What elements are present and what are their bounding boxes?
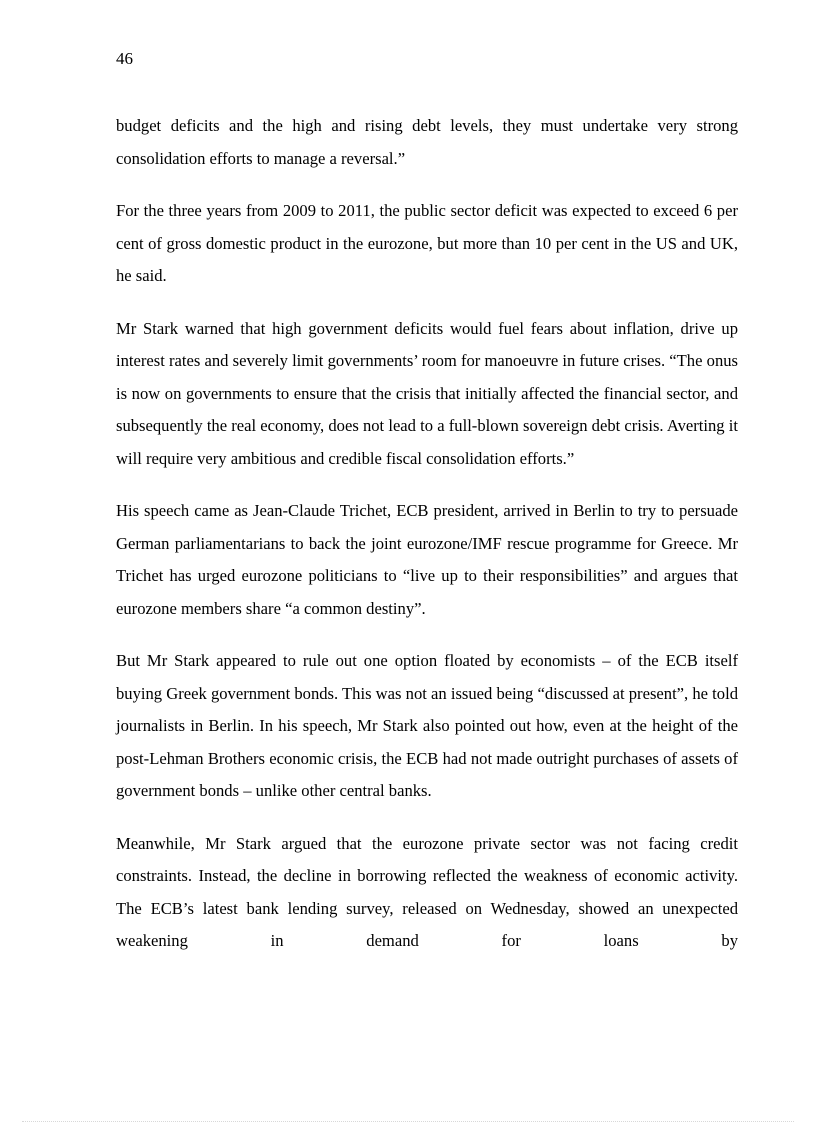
- paragraph-4: His speech came as Jean-Claude Trichet, ECB president, arrived in Berlin to try to persuade German parliamentarians to back the joint eurozone/IMF rescue programme for Greece. Mr Trichet has urged eurozone politicians to “live up to their responsibilities” and argues that eurozone members share “a common destiny”.: [116, 501, 738, 618]
- article-body: [116, 110, 738, 958]
- page-bottom-divider: [22, 1121, 794, 1122]
- paragraph-2: For the three years from 2009 to 2011, the public sector deficit was expected to exceed 6 per cent of gross domestic product in the eurozone, but more than 10 per cent in the US and UK, he said.: [116, 201, 738, 285]
- paragraph-5: But Mr Stark appeared to rule out one option floated by economists – of the ECB itself buying Greek government bonds. This was not an issued being “discussed at present”, he told journalists in Berlin. In his speech, Mr Stark also pointed out how, even at the height of the post-Lehman Brothers economic crisis, the ECB had not made outright purchases of assets of government bonds – unlike other central banks.: [116, 651, 738, 800]
- paragraph-3: Mr Stark warned that high government deficits would fuel fears about inflation, drive up interest rates and severely limit governments’ room for manoeuvre in future crises. “The onus is now on governments to ensure that the crisis that initially affected the financial sector, and subsequently the real economy, does not lead to a full-blown sovereign debt crisis. Averting it will require very ambitious and credible fiscal consolidation efforts.”: [116, 318, 738, 468]
- paragraph-1: budget deficits and the high and rising debt levels, they must undertake very strong consolidation efforts to manage a reversal.”: [116, 116, 738, 168]
- paragraph-6: Meanwhile, Mr Stark argued that the eurozone private sector was not facing credit constraints. Instead, the decline in borrowing reflected the weakness of economic activity. The ECB’s latest bank lending survey, released on Wednesday, showed an unexpected weakening in demand for loans by: [116, 833, 738, 950]
- page-number: 46: [116, 49, 133, 68]
